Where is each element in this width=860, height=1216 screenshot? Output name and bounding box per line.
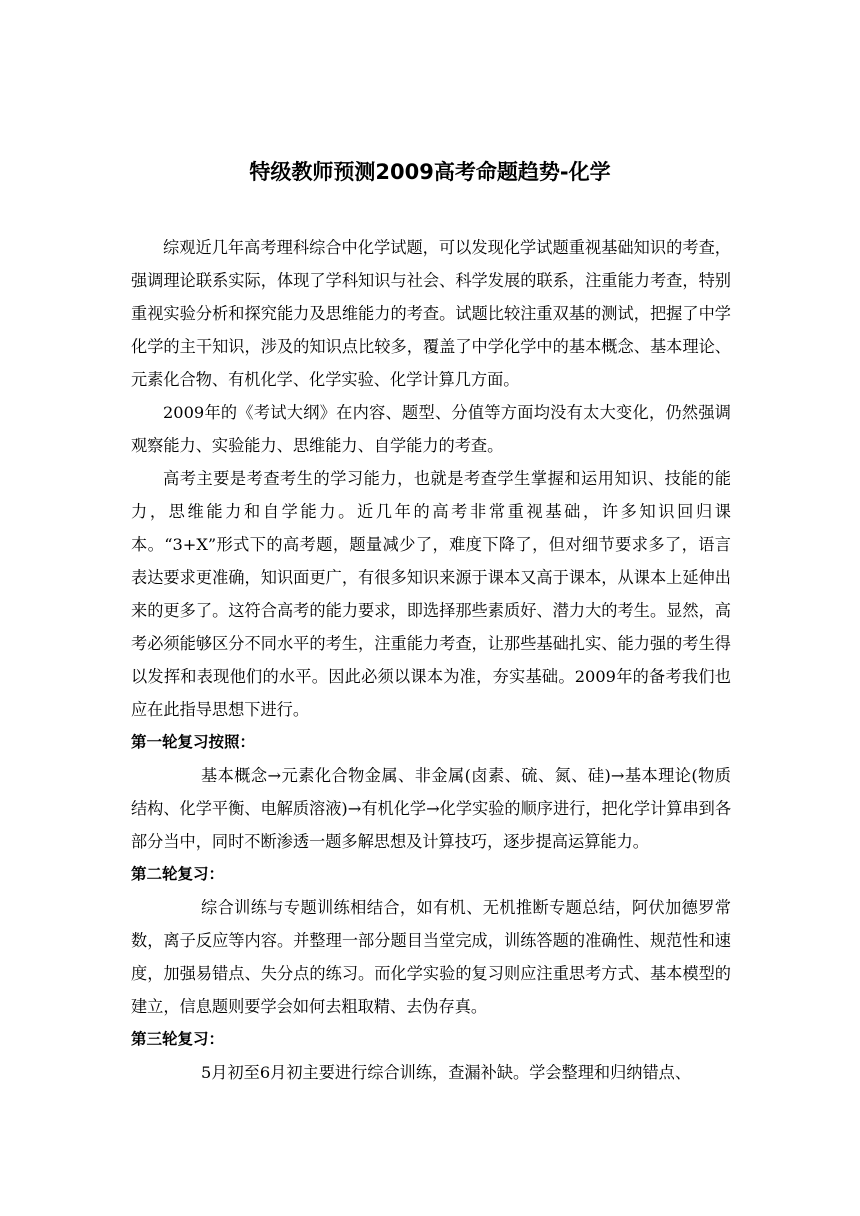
document-title: 特级教师预测2009高考命题趋势-化学 — [249, 160, 611, 184]
document-body — [131, 231, 731, 1089]
ability-paragraph: 高考主要是考查考生的学习能力，也就是考查学生掌握和运用知识、技能的能力，思维能力和自学能力。近几年的高考非常重视基础，许多知识回归课本。“3+X”形式下的高考题，题量减少了，难度下降了，但对细节要求多了，语言表达要求更准确，知识面更广，有很多知识来源于课本又高于课本，从课本上延伸出来的更多了。这符合高考的能力要求，即选择那些素质好、潜力大的考生。显然，高考必须能够区分不同水平的考生，注重能力考查，让那些基础扎实、能力强的考生得以发挥和表现他们的水平。因此必须以课本为准，夯实基础。2009年的备考我们也应在此指导思想下进行。 — [131, 469, 731, 719]
round2-paragraph: 综合训练与专题训练相结合，如有机、无机推断专题总结，阿伏加德罗常数，离子反应等内容。并整理一部分题目当堂完成，训练答题的准确性、规范性和速度，加强易错点、失分点的练习。而化学实验的复习则应注重思考方式、基本模型的建立，信息题则要学会如何去粗取精、去伪存真。 — [131, 898, 731, 1016]
round3-paragraph: 5月初至6月初主要进行综合训练，查漏补缺。学会整理和归纳错点、 — [201, 1063, 692, 1082]
round1-paragraph: 基本概念→元素化合物金属、非金属(卤素、硫、氮、硅)→基本理论(物质结构、化学平衡、电解质溶液)→有机化学→化学实验的顺序进行，把化学计算串到各部分当中，同时不断渗透一题多解思想及计算技巧，逐步提高运算能力。 — [131, 766, 732, 851]
round3-heading: 第三轮复习： — [131, 1030, 225, 1048]
syllabus-paragraph: 2009年的《考试大纲》在内容、题型、分值等方面均没有太大变化，仍然强调观察能力、实验能力、思维能力、自学能力的考查。 — [131, 403, 731, 455]
round1-heading: 第一轮复习按照： — [131, 733, 256, 751]
round2-heading: 第二轮复习： — [131, 865, 225, 883]
intro-paragraph: 综观近几年高考理科综合中化学试题，可以发现化学试题重视基础知识的考查，强调理论联系实际，体现了学科知识与社会、科学发展的联系，注重能力考查，特别重视实验分析和探究能力及思维能力的考查。试题比较注重双基的测试，把握了中学化学的主干知识，涉及的知识点比较多，覆盖了中学化学中的基本概念、基本理论、元素化合物、有机化学、化学实验、化学计算几方面。 — [131, 238, 731, 389]
